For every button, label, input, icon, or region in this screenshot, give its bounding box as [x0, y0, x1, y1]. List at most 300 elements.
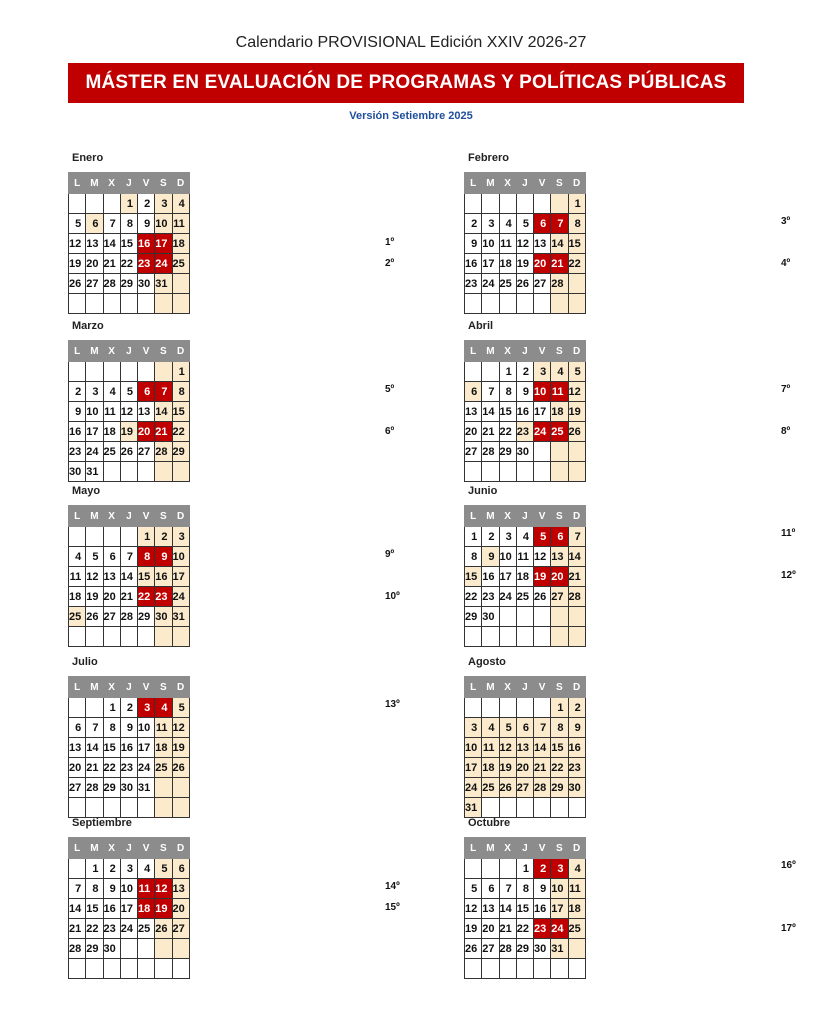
day-cell: 11: [499, 234, 516, 254]
week-row: [465, 587, 586, 607]
day-cell: 31: [138, 778, 155, 798]
day-cell: 12: [499, 738, 516, 758]
weekday-header: D: [568, 173, 585, 194]
week-row: [465, 254, 586, 274]
empty-cell: [551, 959, 568, 979]
empty-cell: [155, 939, 172, 959]
weekday-header: S: [155, 506, 172, 527]
week-row: [465, 758, 586, 778]
day-cell: 5: [516, 214, 533, 234]
day-cell: 27: [551, 587, 568, 607]
week-row: [465, 422, 586, 442]
day-cell: 7: [86, 718, 103, 738]
empty-cell: [499, 294, 516, 314]
session-number: 13º: [385, 699, 400, 710]
session-number: 17º: [781, 923, 796, 934]
weekday-header: S: [155, 341, 172, 362]
day-cell: 19: [516, 254, 533, 274]
document-title: Calendario PROVISIONAL Edición XXIV 2026-27: [235, 34, 587, 51]
day-cell: 9: [69, 402, 86, 422]
day-cell: 25: [138, 919, 155, 939]
empty-cell: [499, 798, 516, 818]
empty-cell: [516, 607, 533, 627]
month-name: Mayo: [72, 485, 101, 497]
empty-cell: [516, 959, 533, 979]
day-cell: 1: [120, 194, 137, 214]
weekday-header: M: [482, 341, 499, 362]
class-day-cell: 21: [155, 422, 172, 442]
month-table: [68, 837, 190, 979]
weekday-header: J: [516, 838, 533, 859]
class-day-cell: 24: [534, 422, 551, 442]
day-cell: 10: [138, 718, 155, 738]
week-row: [69, 698, 190, 718]
day-cell: 18: [103, 422, 120, 442]
session-number: 14º: [385, 881, 400, 892]
day-cell: 5: [69, 214, 86, 234]
weekday-header: X: [499, 173, 516, 194]
empty-cell: [172, 939, 189, 959]
weekday-header: S: [551, 173, 568, 194]
day-cell: 9: [534, 879, 551, 899]
week-row: [465, 798, 586, 818]
day-cell: 21: [103, 254, 120, 274]
week-row: [69, 442, 190, 462]
day-cell: 6: [103, 547, 120, 567]
week-row: [465, 294, 586, 314]
weekday-header: V: [138, 838, 155, 859]
day-cell: 27: [465, 442, 482, 462]
day-cell: 11: [482, 738, 499, 758]
day-cell: 11: [516, 547, 533, 567]
class-day-cell: 11: [138, 879, 155, 899]
empty-cell: [534, 607, 551, 627]
day-cell: 15: [120, 234, 137, 254]
day-cell: 13: [516, 738, 533, 758]
empty-cell: [120, 959, 137, 979]
empty-cell: [103, 627, 120, 647]
day-cell: 9: [138, 214, 155, 234]
day-cell: 16: [69, 422, 86, 442]
empty-cell: [69, 362, 86, 382]
program-banner: [68, 63, 744, 103]
empty-cell: [534, 959, 551, 979]
empty-cell: [103, 194, 120, 214]
day-cell: 27: [516, 778, 533, 798]
day-cell: 3: [482, 214, 499, 234]
day-cell: 15: [172, 402, 189, 422]
session-number: 6º: [385, 426, 395, 437]
day-cell: 14: [551, 234, 568, 254]
weekday-header: J: [516, 173, 533, 194]
day-cell: 13: [534, 234, 551, 254]
day-cell: 14: [568, 547, 585, 567]
day-cell: 22: [103, 758, 120, 778]
day-cell: 26: [120, 442, 137, 462]
day-cell: 22: [499, 422, 516, 442]
empty-cell: [86, 698, 103, 718]
day-cell: 4: [69, 547, 86, 567]
empty-cell: [86, 194, 103, 214]
class-day-cell: 20: [534, 254, 551, 274]
day-cell: 12: [465, 899, 482, 919]
session-number: 7º: [781, 384, 791, 395]
day-cell: 1: [138, 527, 155, 547]
day-cell: 3: [534, 362, 551, 382]
day-cell: 20: [465, 422, 482, 442]
class-day-cell: 3: [551, 859, 568, 879]
day-cell: 19: [465, 919, 482, 939]
week-row: [465, 442, 586, 462]
week-row: [465, 718, 586, 738]
class-day-cell: 7: [155, 382, 172, 402]
empty-cell: [172, 294, 189, 314]
empty-cell: [568, 462, 585, 482]
class-day-cell: 2: [534, 859, 551, 879]
class-day-cell: 20: [138, 422, 155, 442]
day-cell: 5: [568, 362, 585, 382]
empty-cell: [465, 294, 482, 314]
weekday-header: D: [172, 341, 189, 362]
week-row: [69, 587, 190, 607]
day-cell: 2: [103, 859, 120, 879]
week-row: [465, 382, 586, 402]
day-cell: 17: [86, 422, 103, 442]
weekday-header: S: [551, 341, 568, 362]
day-cell: 14: [86, 738, 103, 758]
day-cell: 25: [482, 778, 499, 798]
weekday-header: V: [138, 341, 155, 362]
day-cell: 23: [516, 422, 533, 442]
weekday-header: D: [172, 506, 189, 527]
day-cell: 24: [499, 587, 516, 607]
empty-cell: [86, 959, 103, 979]
day-cell: 12: [534, 547, 551, 567]
class-day-cell: 23: [534, 919, 551, 939]
day-cell: 27: [86, 274, 103, 294]
weekday-header: L: [69, 838, 86, 859]
empty-cell: [568, 294, 585, 314]
day-cell: 9: [103, 879, 120, 899]
weekday-header: L: [69, 506, 86, 527]
day-cell: 28: [482, 442, 499, 462]
week-row: [465, 607, 586, 627]
weekday-header: S: [551, 677, 568, 698]
session-number: 5º: [385, 384, 395, 395]
weekday-header: X: [499, 677, 516, 698]
day-cell: 4: [482, 718, 499, 738]
day-cell: 12: [172, 718, 189, 738]
day-cell: 16: [482, 567, 499, 587]
empty-cell: [69, 798, 86, 818]
weekday-header: L: [69, 173, 86, 194]
week-row: [465, 362, 586, 382]
day-cell: 21: [568, 567, 585, 587]
day-cell: 11: [103, 402, 120, 422]
day-cell: 28: [568, 587, 585, 607]
empty-cell: [568, 939, 585, 959]
empty-cell: [482, 362, 499, 382]
day-cell: 19: [69, 254, 86, 274]
day-cell: 29: [120, 274, 137, 294]
day-cell: 29: [465, 607, 482, 627]
day-cell: 27: [138, 442, 155, 462]
empty-cell: [138, 798, 155, 818]
empty-cell: [155, 798, 172, 818]
week-row: [465, 214, 586, 234]
month-name: Octubre: [468, 817, 511, 829]
class-day-cell: 11: [551, 382, 568, 402]
class-day-cell: 19: [534, 567, 551, 587]
empty-cell: [120, 627, 137, 647]
day-cell: 26: [499, 778, 516, 798]
day-cell: 21: [69, 919, 86, 939]
day-cell: 26: [465, 939, 482, 959]
month-name: Marzo: [72, 320, 104, 332]
day-cell: 28: [120, 607, 137, 627]
class-day-cell: 19: [155, 899, 172, 919]
week-row: [69, 859, 190, 879]
empty-cell: [516, 698, 533, 718]
day-cell: 9: [482, 547, 499, 567]
empty-cell: [172, 798, 189, 818]
day-cell: 11: [155, 718, 172, 738]
weekday-header: S: [551, 838, 568, 859]
week-row: [69, 778, 190, 798]
empty-cell: [69, 194, 86, 214]
day-cell: 25: [172, 254, 189, 274]
day-cell: 15: [138, 567, 155, 587]
day-cell: 18: [516, 567, 533, 587]
empty-cell: [138, 939, 155, 959]
day-cell: 3: [499, 527, 516, 547]
day-cell: 14: [534, 738, 551, 758]
day-cell: 21: [534, 758, 551, 778]
day-cell: 7: [482, 382, 499, 402]
class-day-cell: 24: [551, 919, 568, 939]
weekday-header: S: [551, 506, 568, 527]
day-cell: 2: [69, 382, 86, 402]
weekday-header: X: [103, 341, 120, 362]
class-day-cell: 22: [138, 587, 155, 607]
day-cell: 5: [155, 859, 172, 879]
day-cell: 10: [482, 234, 499, 254]
weekday-header: M: [482, 677, 499, 698]
empty-cell: [172, 274, 189, 294]
day-cell: 11: [172, 214, 189, 234]
week-row: [465, 738, 586, 758]
day-cell: 10: [499, 547, 516, 567]
session-number: 10º: [385, 591, 400, 602]
empty-cell: [465, 698, 482, 718]
day-cell: 23: [465, 274, 482, 294]
empty-cell: [120, 939, 137, 959]
class-day-cell: 10: [534, 382, 551, 402]
empty-cell: [86, 527, 103, 547]
day-cell: 19: [568, 402, 585, 422]
day-cell: 29: [516, 939, 533, 959]
class-day-cell: 21: [551, 254, 568, 274]
day-cell: 8: [568, 214, 585, 234]
empty-cell: [534, 294, 551, 314]
empty-cell: [465, 959, 482, 979]
empty-cell: [516, 627, 533, 647]
day-cell: 25: [499, 274, 516, 294]
day-cell: 27: [172, 919, 189, 939]
empty-cell: [551, 294, 568, 314]
day-cell: 26: [568, 422, 585, 442]
week-row: [69, 919, 190, 939]
empty-cell: [120, 798, 137, 818]
day-cell: 17: [465, 758, 482, 778]
day-cell: 8: [465, 547, 482, 567]
day-cell: 12: [69, 234, 86, 254]
day-cell: 24: [465, 778, 482, 798]
day-cell: 14: [120, 567, 137, 587]
session-number: 9º: [385, 549, 395, 560]
class-day-cell: 3: [138, 698, 155, 718]
day-cell: 3: [86, 382, 103, 402]
empty-cell: [551, 442, 568, 462]
day-cell: 22: [86, 919, 103, 939]
day-cell: 18: [568, 899, 585, 919]
empty-cell: [86, 362, 103, 382]
empty-cell: [482, 194, 499, 214]
day-cell: 6: [482, 879, 499, 899]
week-row: [69, 718, 190, 738]
weekday-header: M: [482, 506, 499, 527]
week-row: [465, 899, 586, 919]
empty-cell: [155, 294, 172, 314]
day-cell: 19: [86, 587, 103, 607]
day-cell: 30: [69, 462, 86, 482]
day-cell: 24: [138, 758, 155, 778]
weekday-header: D: [568, 677, 585, 698]
day-cell: 7: [499, 879, 516, 899]
empty-cell: [499, 859, 516, 879]
day-cell: 1: [172, 362, 189, 382]
weekday-header: J: [120, 506, 137, 527]
empty-cell: [499, 959, 516, 979]
empty-cell: [138, 627, 155, 647]
day-cell: 15: [568, 234, 585, 254]
weekday-header: L: [69, 677, 86, 698]
empty-cell: [534, 698, 551, 718]
empty-cell: [568, 627, 585, 647]
day-cell: 16: [465, 254, 482, 274]
empty-cell: [138, 959, 155, 979]
day-cell: 6: [172, 859, 189, 879]
day-cell: 28: [534, 778, 551, 798]
empty-cell: [568, 274, 585, 294]
day-cell: 24: [482, 274, 499, 294]
day-cell: 6: [69, 718, 86, 738]
day-cell: 17: [551, 899, 568, 919]
day-cell: 18: [69, 587, 86, 607]
empty-cell: [482, 627, 499, 647]
day-cell: 21: [86, 758, 103, 778]
day-cell: 12: [86, 567, 103, 587]
session-number: 3º: [781, 216, 791, 227]
day-cell: 8: [551, 718, 568, 738]
day-cell: 7: [120, 547, 137, 567]
empty-cell: [172, 627, 189, 647]
empty-cell: [551, 627, 568, 647]
empty-cell: [69, 294, 86, 314]
week-row: [69, 959, 190, 979]
empty-cell: [568, 798, 585, 818]
day-cell: 30: [103, 939, 120, 959]
empty-cell: [138, 362, 155, 382]
day-cell: 21: [120, 587, 137, 607]
day-cell: 19: [499, 758, 516, 778]
week-row: [69, 607, 190, 627]
day-cell: 31: [155, 274, 172, 294]
week-row: [465, 274, 586, 294]
weekday-header: S: [155, 173, 172, 194]
day-cell: 2: [465, 214, 482, 234]
day-cell: 1: [551, 698, 568, 718]
class-day-cell: 17: [155, 234, 172, 254]
weekday-header: X: [499, 506, 516, 527]
day-cell: 24: [120, 919, 137, 939]
week-row: [69, 547, 190, 567]
weekday-header: M: [482, 173, 499, 194]
day-cell: 1: [465, 527, 482, 547]
day-cell: 9: [120, 718, 137, 738]
week-row: [465, 959, 586, 979]
month-name: Enero: [72, 152, 104, 164]
empty-cell: [86, 294, 103, 314]
class-day-cell: 6: [551, 527, 568, 547]
session-number: 16º: [781, 860, 796, 871]
day-cell: 6: [86, 214, 103, 234]
day-cell: 26: [86, 607, 103, 627]
day-cell: 4: [172, 194, 189, 214]
month-name: Abril: [468, 320, 494, 332]
week-row: [69, 194, 190, 214]
day-cell: 14: [482, 402, 499, 422]
weekday-header: M: [86, 341, 103, 362]
day-cell: 29: [172, 442, 189, 462]
day-cell: 22: [172, 422, 189, 442]
day-cell: 8: [499, 382, 516, 402]
day-cell: 4: [138, 859, 155, 879]
week-row: [69, 274, 190, 294]
day-cell: 2: [155, 527, 172, 547]
day-cell: 31: [172, 607, 189, 627]
week-row: [69, 899, 190, 919]
weekday-header: J: [120, 341, 137, 362]
empty-cell: [465, 627, 482, 647]
day-cell: 2: [482, 527, 499, 547]
day-cell: 29: [86, 939, 103, 959]
week-row: [465, 194, 586, 214]
day-cell: 20: [69, 758, 86, 778]
month-table: [68, 172, 190, 314]
class-day-cell: 23: [155, 587, 172, 607]
day-cell: 12: [120, 402, 137, 422]
day-cell: 30: [534, 939, 551, 959]
day-cell: 12: [568, 382, 585, 402]
class-day-cell: 23: [138, 254, 155, 274]
day-cell: 26: [534, 587, 551, 607]
week-row: [465, 859, 586, 879]
empty-cell: [172, 778, 189, 798]
day-cell: 3: [172, 527, 189, 547]
weekday-header: M: [482, 838, 499, 859]
day-cell: 20: [516, 758, 533, 778]
